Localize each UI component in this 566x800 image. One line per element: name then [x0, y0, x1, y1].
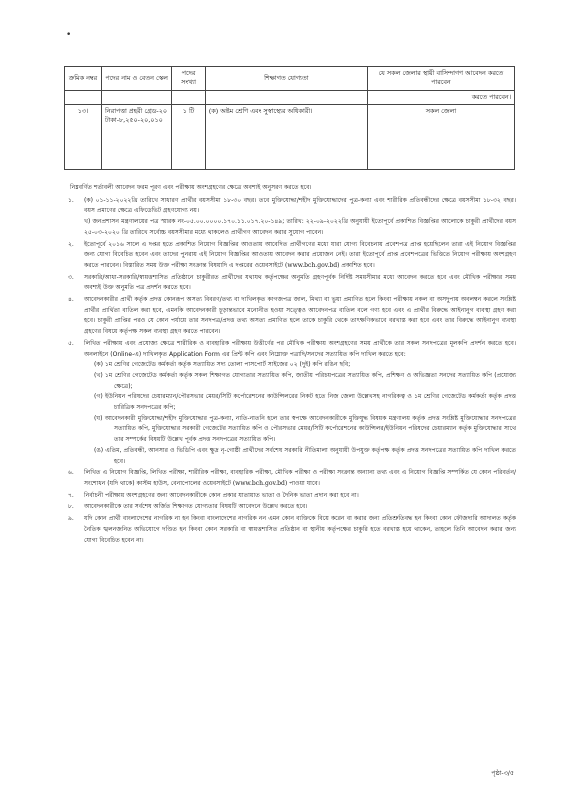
item-text: খ) জনপ্রশাসন মন্ত্রণালয়ের পত্র স্মারক নং-০৫.০০.০০০০.১৭০.১১.০১৭.২০-১৪৯; তারিখ: ২২-০৯-২০২২খ্রি অনুযায়ী ইতোপূর্বে প্রকাশিত বিজ্ঞপ্তির আলোকে চাকুরী প্রার্থীদের বয়স ২৫-০৩-২০২০ খ্রি তারিখে সর্বোচ্চ বয়সসীমার মধ্যে থাকলেও প্রার্থীগণ আবেদন করার সুযোগ পাবেন। [84, 218, 516, 236]
table-continuation-row [65, 90, 515, 104]
cont-cell [172, 90, 205, 104]
item-number: ৪. [68, 296, 74, 304]
header-post-name: পদের নাম ও বেতন স্কেল [102, 67, 172, 91]
cont-cell [102, 90, 172, 104]
header-districts: যে সকল জেলার স্থায়ী বাসিন্দাগণ আবেদন করতে পারবেন [367, 67, 514, 91]
item-text: সরকারি/আধা-সরকারি/স্বায়ত্তশাসিত প্রতিষ্ঠানে চাকুরীরত প্রার্থীদের যথাযথ কর্তৃপক্ষের অনুমতি গ্রহণপূর্বক নির্দিষ্ট সময়সীমার মধ্যে আবেদন করতে হবে এবং মৌখিক পরীক্ষার সময় অবশ্যই উক্ত অনুমতি পত্র প্রদর্শন করতে হবে। [84, 273, 516, 292]
header-qualification: শিক্ষাগত যোগ্যতা [205, 67, 367, 91]
sub-item-text: (ঘ) আবেদনকারী মুক্তিযোদ্ধা/শহীদ মুক্তিযোদ্ধার পুত্র-কন্যা, নাতি-নাতনি হলে তার স্বপক্ষে আবেদনকারীকে মুক্তিযুদ্ধ বিষয়ক মন্ত্রণালয় কর্তৃক প্রদত্ত সংশ্লিষ্ট মুক্তিযোদ্ধার সনদপত্রের সত্যায়িত কপি, মুক্তিযোদ্ধার সরকারী গেজেটের সত্যায়িত কপি ও পৌরসভার মেয়র/সিটি কর্পোরেশনের কাউন্সিলর/ইউনিয়ন পরিষদের চেয়ারম্যান কর্তৃক মুক্তিযোদ্ধার সাথে তার সম্পর্কের বিষয়টি উল্লেখ পূর্বক প্রদত্ত সনদপত্রের সত্যায়িত কপি। [94, 414, 516, 444]
header-post-count: পদের সংখ্যা [172, 67, 205, 91]
condition-item [64, 502, 516, 513]
bullet-mark: • [66, 30, 72, 40]
item-text: লিখিত এ নিয়োগ বিজ্ঞপ্তি, লিখিত পরীক্ষা, শারীরিক পরীক্ষা, ব্যবহারিক পরীক্ষা, মৌখিক পরীক্ষা ও পরীক্ষা সংক্রান্ত অন্যান্য তথ্য এবং এ নিয়োগ বিজ্ঞপ্তি সম্পর্কিত যে কোন পরিবর্তন/সংশোধন (যদি থাকে) কাস্টম হাউস, বেনাপোলের ওয়েবসাইটে [84, 469, 516, 487]
condition-item [64, 273, 516, 294]
cont-cell [205, 90, 367, 104]
item-text: ইতোপূর্বে ২০১৬ সালে এ দপ্তর হতে প্রকাশিত নিয়োগ বিজ্ঞপ্তির আওতায় আবেদিত প্রার্থীগণের মধ্যে যারা যোগ্য বিবেচনায় প্রবেশপত্র প্রাপ্ত হয়েছিলেন তারা এই নিয়োগ বিজ্ঞপ্তির জন্য যোগ্য বিবেচিত হবেন এবং তাদের পুনরায় এই নিয়োগ বিজ্ঞপ্তির আওতায় আবেদন করার প্রয়োজন নেই। তারা ইতোপূর্বে প্রাপ্ত প্রবেশপত্রের ভিত্তিতে নিয়োগ পরীক্ষায় অংশগ্রহণ করতে পারবেন। বিস্তারিত সময় উক্ত পরীক্ষা সংক্রান্ত বিষয়াদি এ দপ্তরের ওয়েবসাইটে [84, 240, 516, 269]
item-number: ১. [68, 196, 74, 204]
item-number: ২. [68, 240, 74, 248]
item-text: (ক) ০১-১১-২০২২খ্রি তারিখে সাধারণ প্রার্থীর বয়সসীমা ১৮-৩০ বছর। তবে মুক্তিযোদ্ধা/শহীদ মুক্তিযোদ্ধাদের পুত্র-কন্যা এবং শারীরিক প্রতিবন্ধীদের ক্ষেত্রে বয়সসীমা ১৮-৩২ বছর। বয়স প্রমাণের ক্ষেত্রে এফিডেভিট গ্রহণযোগ্য নয়। [84, 196, 516, 215]
item-number: ৫. [68, 339, 74, 347]
row-qualification: (ক) অষ্টম শ্রেণি এবং সুস্বাস্থ্যের অধিকারী। [205, 104, 367, 169]
condition-item [64, 514, 516, 546]
item-text: নির্বাচনী পরীক্ষায় অংশগ্রহণের জন্য আবেদনকারীকে কোন প্রকার যাতায়াত ভাতা ও দৈনিক ভাতা প্রদান করা হবে না। [84, 491, 359, 499]
continuation-text: করতে পারবেন। [367, 90, 514, 104]
header-serial: ক্রমিক নম্বর [65, 67, 102, 91]
row-post-name: নিরাপত্তা প্রহরী গ্রেড-২০ টাকা-৮,২৫০-২০,০১০ [102, 104, 172, 169]
sub-item-text: (খ) ১ম শ্রেণির গেজেটেড কর্মকর্তা কর্তৃক সকল শিক্ষাগত যোগ্যতার সত্যায়িত কপি, জাতীয় পরিচয়পত্রের সত্যায়িত কপি, প্রশিক্ষণ ও অভিজ্ঞতা সনদের সত্যায়িত কপি (প্রযোজ্য ক্ষেত্রে); [94, 371, 516, 390]
conditions-intro: নিম্নবর্ণিত শর্তাবলী আবেদন ফরম পূরণ এবং পরীক্ষায় অংশগ্রহণের ক্ষেত্রে অবশ্যই অনুসরণ করতে হবে। [70, 184, 312, 191]
website-link[interactable]: (www.bch.gov.bd) [232, 479, 288, 487]
table-row [65, 104, 515, 169]
item-text: লিখিত পরীক্ষায় এবং প্রযোজ্য ক্ষেত্রে শারীরিক ও ব্যবহারিক পরীক্ষায় উত্তীর্ণের পর মৌখিক পরীক্ষায় অংশগ্রহণের সময় প্রার্থীকে তার সকল সনদপত্রের মূলকপি প্রদর্শন করতে হবে। অনলাইনে (Online-এ) দাখিলকৃত Application Form এর প্রিন্ট কপি এবং নিম্নোক্ত পত্রাদি/সনদের সত্যায়িত কপি দাখিল করতে হবে: [84, 339, 516, 358]
row-serial: ১৩। [65, 104, 102, 169]
conditions-section [64, 183, 516, 547]
cont-cell [65, 90, 102, 104]
condition-item [64, 491, 516, 502]
sub-item-text: (ঙ) এতিম, প্রতিবন্ধী, আনসার ও ভিডিপি এবং ক্ষুদ্র নৃ-গোষ্ঠী প্রার্থীদের সর্বশেষ সরকারি নীতিমালা অনুযায়ী উপযুক্ত কর্তৃপক্ষ কর্তৃক প্রদত্ত সনদপত্রের সত্যায়িত কপি দাখিল করতে হবে। [94, 446, 516, 465]
item-number: ৩. [68, 273, 74, 281]
condition-item [64, 196, 516, 239]
row-post-count: ১ টি [172, 104, 205, 169]
condition-item [64, 339, 516, 467]
item-text: যদি কোন প্রার্থী বাংলাদেশের নাগরিক না হন কিংবা বাংলাদেশের নাগরিক নন এমন কোন ব্যক্তিকে বিয়ে করেন বা করার জন্য প্রতিশ্রুতিবদ্ধ হন কিংবা কোন ফৌজদারি আদালত কর্তৃক নৈতিক স্খলনজনিত অভিযোগে দণ্ডিত হন কিংবা কোন সরকারি বা স্বায়ত্তশাসিত প্রতিষ্ঠান বা স্থানীয় কর্তৃপক্ষের চাকুরি হতে বরখাস্ত হয়ে থাকেন, তাহলে তিনি আবেদন করার জন্য যোগ্য বিবেচিত হবেন না। [84, 515, 516, 544]
condition-item [64, 295, 516, 338]
sub-item-text: (ক) ১ম শ্রেণির গেজেটেড কর্মকর্তা কর্তৃক সত্যায়িত সদ্য তোলা পাসপোর্ট সাইজের ০২ (দুই) কপি রঙিন ছবি; [94, 361, 351, 369]
row-districts: সকল জেলা [367, 104, 514, 169]
conditions-list [64, 196, 516, 547]
item-number: ৬. [68, 469, 74, 477]
page-number: পৃষ্ঠা-৩/৫ [491, 770, 514, 777]
item-text: আবেদনকারীকে তার সর্বশেষ অর্জিত শিক্ষাগত যোগ্যতার বিষয়টি আবেদনে উল্লেখ করতে হবে। [84, 503, 308, 511]
posts-table [64, 66, 515, 170]
condition-item [64, 468, 516, 489]
website-link[interactable]: (www.bch.gov.bd) [285, 261, 340, 269]
condition-item [64, 240, 516, 272]
item-number: ৯. [68, 515, 74, 523]
item-text: প্রকাশিত হবে। [341, 261, 375, 269]
item-text: আবেদনকারীর প্রার্থী কর্তৃক প্রদত্ত কোনরূপ অসত্য বিবরণ/তথ্য বা দাখিলকৃত কাগজপত্র জাল, মিথ্যা বা ভুয়া প্রমাণিত হলে কিংবা পরীক্ষায় নকল বা অসদুপায় অবলম্বন করলে সংশ্লিষ্ট প্রার্থীর প্রার্থিতা বাতিল করা হবে, এমনকি আবেদনকারী চূড়ান্তভাবে মনোনীত হওয়া সত্ত্বেও আবেদনপত্র বাতিল বলে গণ্য হবে এবং এ প্রার্থীর বিরুদ্ধে আইনানুগ ব্যবস্থা গ্রহণ করা হবে। চাকুরী প্রাপ্তির পরও যে কোন পর্যায়ে তার সনদপত্র/প্রদত্ত তথ্য অসত্য প্রমাণিত হলে তাকে চাকুরি থেকে তাৎক্ষণিকভাবে বরখাস্ত করা হবে এবং তার বিরুদ্ধে আইনানুগ ব্যবস্থা গ্রহণের বিষয়ে কর্তৃপক্ষ সকল ব্যবস্থা গ্রহণ করতে পারবেন। [84, 296, 516, 336]
item-number: ৮. [68, 503, 74, 511]
table-header-row [65, 67, 515, 91]
item-number: ৭. [68, 491, 74, 499]
sub-item-text: (গ) ইউনিয়ন পরিষদের চেয়ারম্যান/পৌরসভার মেয়র/সিটি কর্পোরেশনের কাউন্সিলরের নিকট হতে নিজ জেলা উল্লেখসহ নাগরিকত্ব ও ১ম শ্রেণির গেজেটেড কর্মকর্তা কর্তৃক প্রদত্ত চারিত্রিক সনদপত্রের কপি; [94, 393, 516, 412]
item-text: পাওয়া যাবে। [289, 479, 320, 487]
